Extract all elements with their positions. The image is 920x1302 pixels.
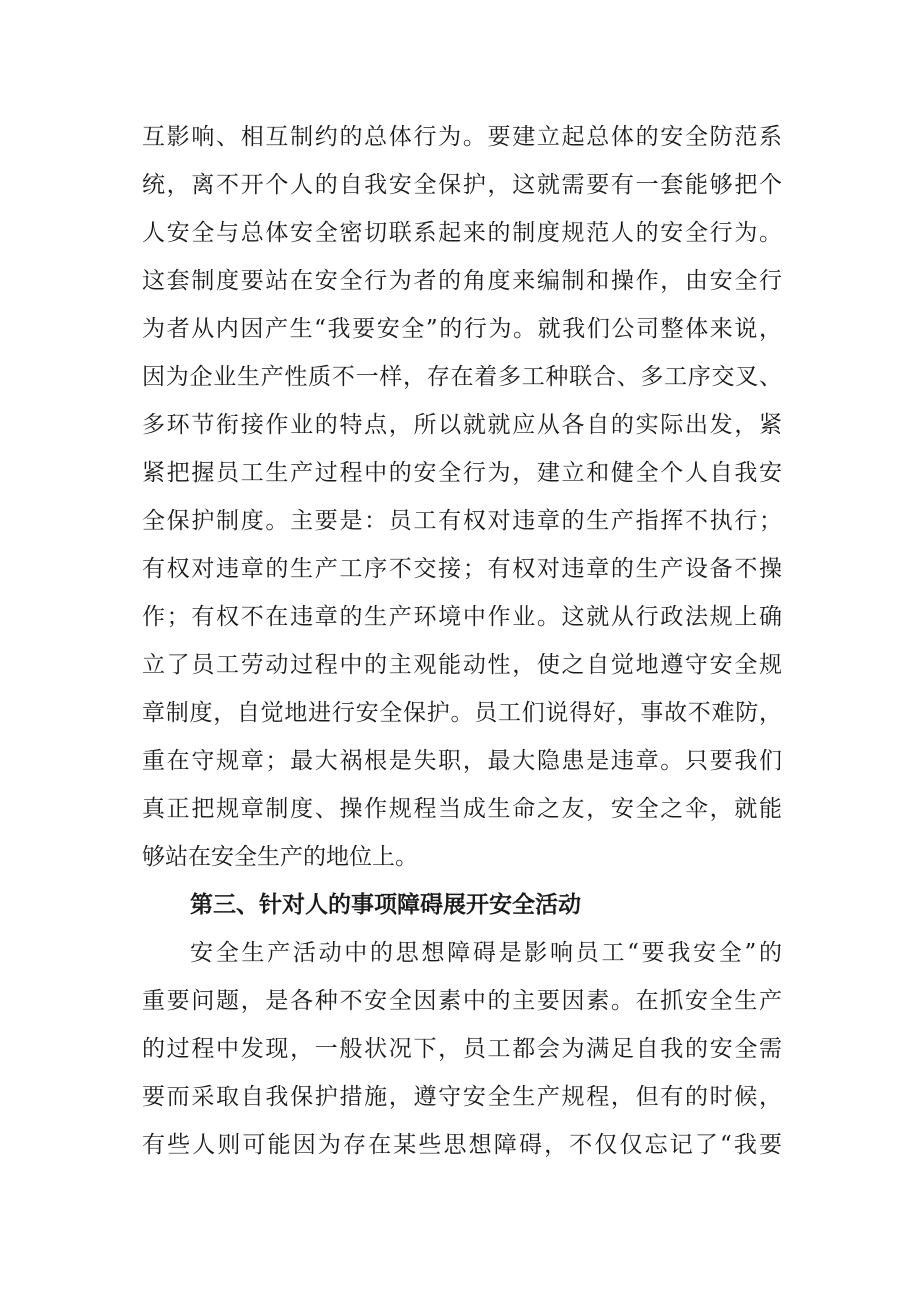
paragraph-line: 这套制度要站在安全行为者的角度来编制和操作，由安全行: [142, 268, 782, 294]
paragraph-line: 因为企业生产性质不一样，存在着多工种联合、多工序交叉、: [142, 364, 782, 390]
paragraph-line: 立了员工劳动过程中的主观能动性，使之自觉地遵守安全规: [142, 652, 782, 678]
paragraph-line: 有权对违章的生产工序不交接；有权对违章的生产设备不操: [142, 556, 782, 582]
paragraph-line: 多环节衔接作业的特点，所以就就应从各自的实际出发，紧: [142, 412, 782, 438]
paragraph-line: 有些人则可能因为存在某些思想障碍，不仅仅忘记了“我要: [142, 1132, 782, 1158]
paragraph-line: 要而采取自我保护措施，遵守安全生产规程，但有的时候，: [142, 1084, 782, 1110]
paragraph-line: 统，离不开个人的自我安全保护，这就需要有一套能够把个: [142, 172, 782, 198]
paragraph-line: 重要问题，是各种不安全因素中的主要因素。在抓安全生产: [142, 988, 782, 1014]
paragraph-line: 互影响、相互制约的总体行为。要建立起总体的安全防范系: [142, 124, 782, 150]
paragraph-line: 为者从内因产生“我要安全”的行为。就我们公司整体来说，: [142, 316, 782, 342]
paragraph-line: 重在守规章；最大祸根是失职，最大隐患是违章。只要我们: [142, 748, 782, 774]
paragraph-line: 够站在安全生产的地位上。: [142, 844, 418, 870]
paragraph-line: 的过程中发现，一般状况下，员工都会为满足自我的安全需: [142, 1036, 782, 1062]
paragraph-line: 人安全与总体安全密切联系起来的制度规范人的安全行为。: [142, 220, 782, 246]
paragraph-line: 全保护制度。主要是：员工有权对违章的生产指挥不执行；: [142, 508, 782, 534]
paragraph-line: 紧把握员工生产过程中的安全行为，建立和健全个人自我安: [142, 460, 782, 486]
paragraph-line: 安全生产活动中的思想障碍是影响员工“要我安全”的: [190, 940, 782, 966]
section-heading: 第三、针对人的事项障碍展开安全活动: [190, 892, 581, 918]
paragraph-line: 真正把规章制度、操作规程当成生命之友，安全之伞，就能: [142, 796, 782, 822]
document-body: [142, 113, 782, 1169]
paragraph-line: 作；有权不在违章的生产环境中作业。这就从行政法规上确: [142, 604, 782, 630]
paragraph-line: 章制度，自觉地进行安全保护。员工们说得好，事故不难防，: [142, 700, 782, 726]
